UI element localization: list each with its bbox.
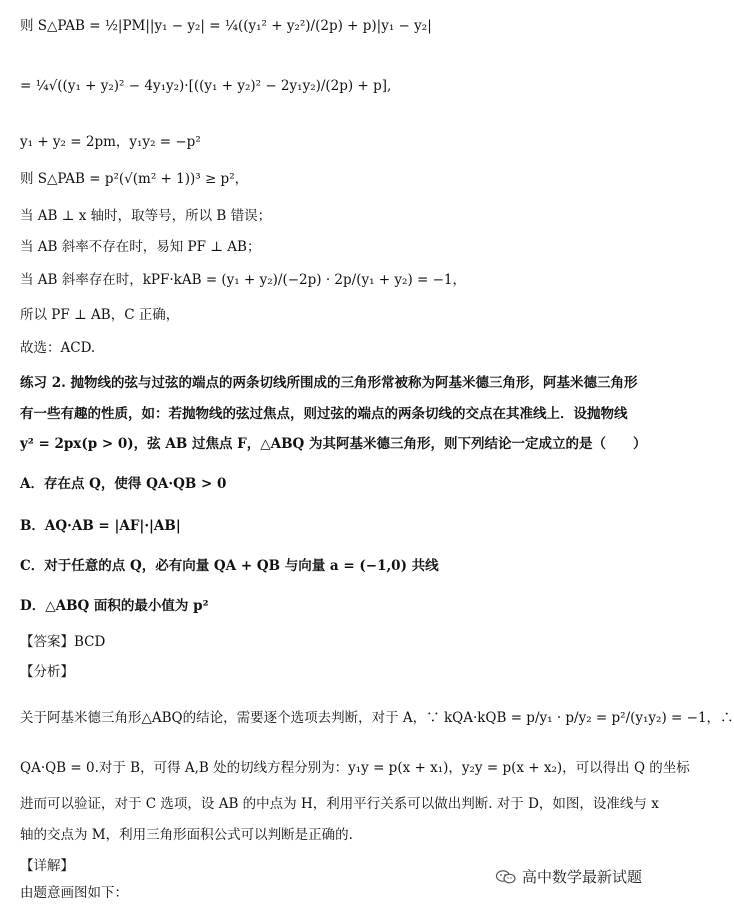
doc-line-9: 故选：ACD. [20, 340, 96, 356]
analysis-line-1: 关于阿基米德三角形△ABQ的结论，需要逐个选项去判断，对于 A，∵ kQA·kQB = p/y₁ · p/y₂ = p²/(y₁y₂) = −1，∴ [20, 710, 734, 726]
detail-heading: 【详解】 [20, 858, 74, 874]
option-a: A．存在点 Q，使得 QA·QB > 0 [20, 476, 227, 492]
option-d: D．△ABQ 面积的最小值为 p² [20, 598, 209, 614]
answer-line: 【答案】BCD [20, 634, 106, 650]
doc-line-5: 当 AB ⊥ x 轴时，取等号，所以 B 错误； [20, 208, 272, 224]
doc-line-6: 当 AB 斜率不存在时，易知 PF ⊥ AB； [20, 239, 261, 255]
option-c: C．对于任意的点 Q，必有向量 QA + QB 与向量 a = (−1,0) 共线 [20, 558, 439, 574]
detail-line-1: 由题意画图如下： [20, 885, 128, 901]
watermark-text: 高中数学最新试题 [521, 868, 642, 886]
analysis-line-2: QA·QB = 0.对于 B，可得 A,B 处的切线方程分别为：y₁y = p(x + x₁)，y₂y = p(x + x₂)，可以得出 Q 的坐标 [20, 760, 690, 776]
analysis-line-3: 进而可以验证，对于 C 选项，设 AB 的中点为 H，利用平行关系可以做出判断. 对于 D，如图，设准线与 x [20, 796, 659, 812]
analysis-line-4: 轴的交点为 M，利用三角形面积公式可以判断是正确的. [20, 827, 353, 843]
doc-line-8: 所以 PF ⊥ AB，C 正确， [20, 307, 180, 323]
exercise-title: 练习 2. 抛物线的弦与过弦的端点的两条切线所围成的三角形常被称为阿基米德三角形，阿基米德三角形有一些有趣的性质，如：若抛物线的弦过焦点，则过弦的端点的两条切线的交点在其准线上．设抛物线 [20, 375, 638, 422]
doc-line-2: = ¼√((y₁ + y₂)² − 4y₁y₂)·[((y₁ + y₂)² − 2y₁y₂)/(2p) + p], [20, 78, 392, 94]
option-b: B．AQ·AB = |AF|·|AB| [20, 518, 181, 534]
doc-line-3: y₁ + y₂ = 2pm，y₁y₂ = −p² [20, 134, 201, 150]
wechat-icon [496, 870, 516, 884]
doc-line-7: 当 AB 斜率存在时，kPF·kAB = (y₁ + y₂)/(−2p) · 2p/(y₁ + y₂) = −1， [20, 272, 467, 288]
analysis-heading: 【分析】 [20, 664, 74, 680]
doc-line-1: 则 S△PAB = ½|PM||y₁ − y₂| = ¼((y₁² + y₂²)/(2p) + p)|y₁ − y₂| [20, 18, 432, 34]
watermark [496, 866, 642, 887]
doc-line-4: 则 S△PAB = p²(√(m² + 1))³ ≥ p²， [20, 171, 249, 187]
exercise-condition: y² = 2px(p > 0)，弦 AB 过焦点 F，△ABQ 为其阿基米德三角形，则下列结论一定成立的是（ ） [20, 436, 647, 452]
